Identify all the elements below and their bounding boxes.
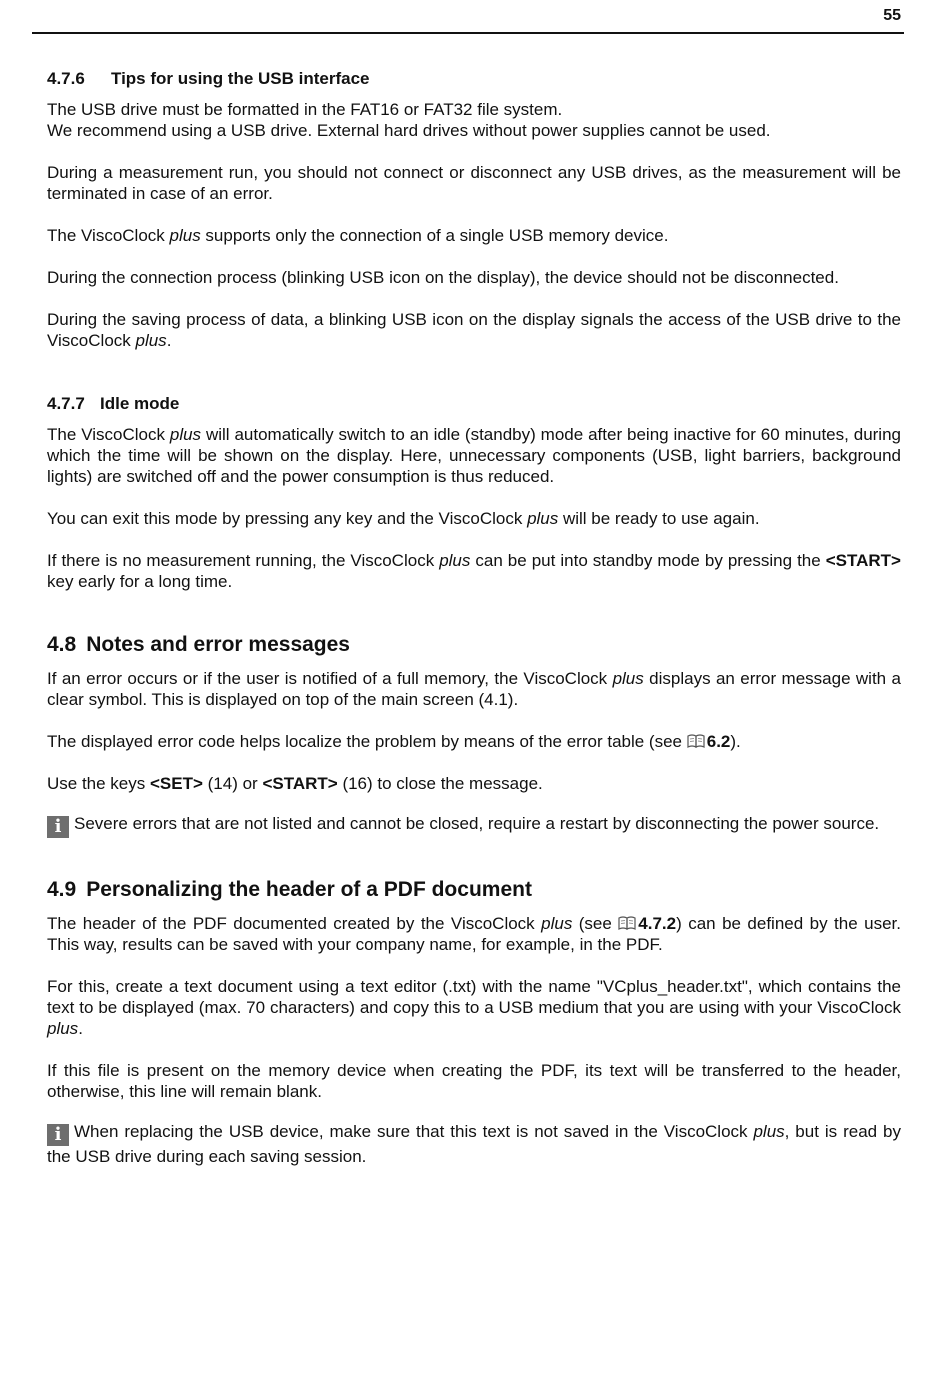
page-content [47, 68, 901, 1188]
section-4-7-6-heading [47, 68, 901, 89]
section-number: 4.9 [47, 878, 77, 901]
paragraph: If an error occurs or if the user is notified of a full memory, the ViscoClock plus displays an error message with a clear symbol. This is displayed on top of the main screen (4.1). [47, 669, 901, 709]
paragraph: You can exit this mode by pressing any key and the ViscoClock plus will be ready to use again. [47, 509, 760, 528]
paragraph: During the connection process (blinking USB icon on the display), the device should not be disconnected. [47, 268, 839, 287]
paragraph: During the saving process of data, a blinking USB icon on the display signals the access of the USB drive to the ViscoClock plus. [47, 310, 901, 350]
paragraph [47, 99, 901, 141]
text-line: We recommend using a USB drive. External hard drives without power supplies cannot be used. [47, 121, 771, 140]
section-4-8-heading [47, 633, 901, 657]
paragraph: The ViscoClock plus supports only the connection of a single USB memory device. [47, 226, 669, 245]
paragraph: For this, create a text document using a text editor (.txt) with the name "VCplus_header.txt", which contains the text to be displayed (max. 70 characters) and copy this to a USB medium that you are using with your ViscoClock plus. [47, 977, 901, 1038]
text-line: The USB drive must be formatted in the FAT16 or FAT32 file system. [47, 100, 563, 119]
paragraph: Use the keys <SET> (14) or <START> (16) to close the message. [47, 774, 543, 793]
section-number: 4.7.7 [47, 394, 85, 413]
section-4-7-7-heading [47, 393, 901, 414]
info-icon: i [47, 1124, 69, 1146]
book-icon [687, 734, 705, 748]
info-note: i When replacing the USB device, make sure that this text is not saved in the ViscoClock plus, but is read by the USB drive during each saving session. [47, 1122, 901, 1166]
section-title: Idle mode [100, 394, 180, 413]
section-title: Personalizing the header of a PDF document [86, 878, 532, 901]
header-rule [32, 32, 904, 34]
cross-reference[interactable]: 4.7.2 [638, 914, 677, 933]
info-note: i Severe errors that are not listed and cannot be closed, require a restart by disconnecting the power source. [47, 813, 901, 838]
paragraph: During a measurement run, you should not connect or disconnect any USB drives, as the measurement will be terminated in case of an error. [47, 163, 901, 203]
info-icon: i [47, 816, 69, 838]
section-title: Notes and error messages [86, 633, 350, 656]
section-4-9-heading [47, 878, 901, 902]
paragraph: If there is no measurement running, the ViscoClock plus can be put into standby mode by pressing the <START> key early for a long time. [47, 551, 901, 591]
section-title: Tips for using the USB interface [111, 69, 370, 88]
section-number: 4.8 [47, 633, 77, 656]
cross-reference[interactable]: 6.2 [706, 732, 731, 751]
page-number: 55 [883, 7, 901, 24]
paragraph: The displayed error code helps localize the problem by means of the error table (see 6.2). [47, 732, 741, 751]
section-number: 4.7.6 [47, 69, 85, 88]
paragraph: If this file is present on the memory device when creating the PDF, its text will be transferred to the header, otherwise, this line will remain blank. [47, 1061, 901, 1101]
paragraph: The ViscoClock plus will automatically switch to an idle (standby) mode after being inactive for 60 minutes, during which the time will be shown on the display. Here, unnecessary components (USB, light barriers, background lights) are switched off and the power consumption is thus reduced. [47, 425, 901, 486]
paragraph: The header of the PDF documented created by the ViscoClock plus (see 4.7.2) can be defined by the user. This way, results can be saved with your company name, for example, in the PDF. [47, 914, 901, 954]
book-icon [618, 916, 636, 930]
